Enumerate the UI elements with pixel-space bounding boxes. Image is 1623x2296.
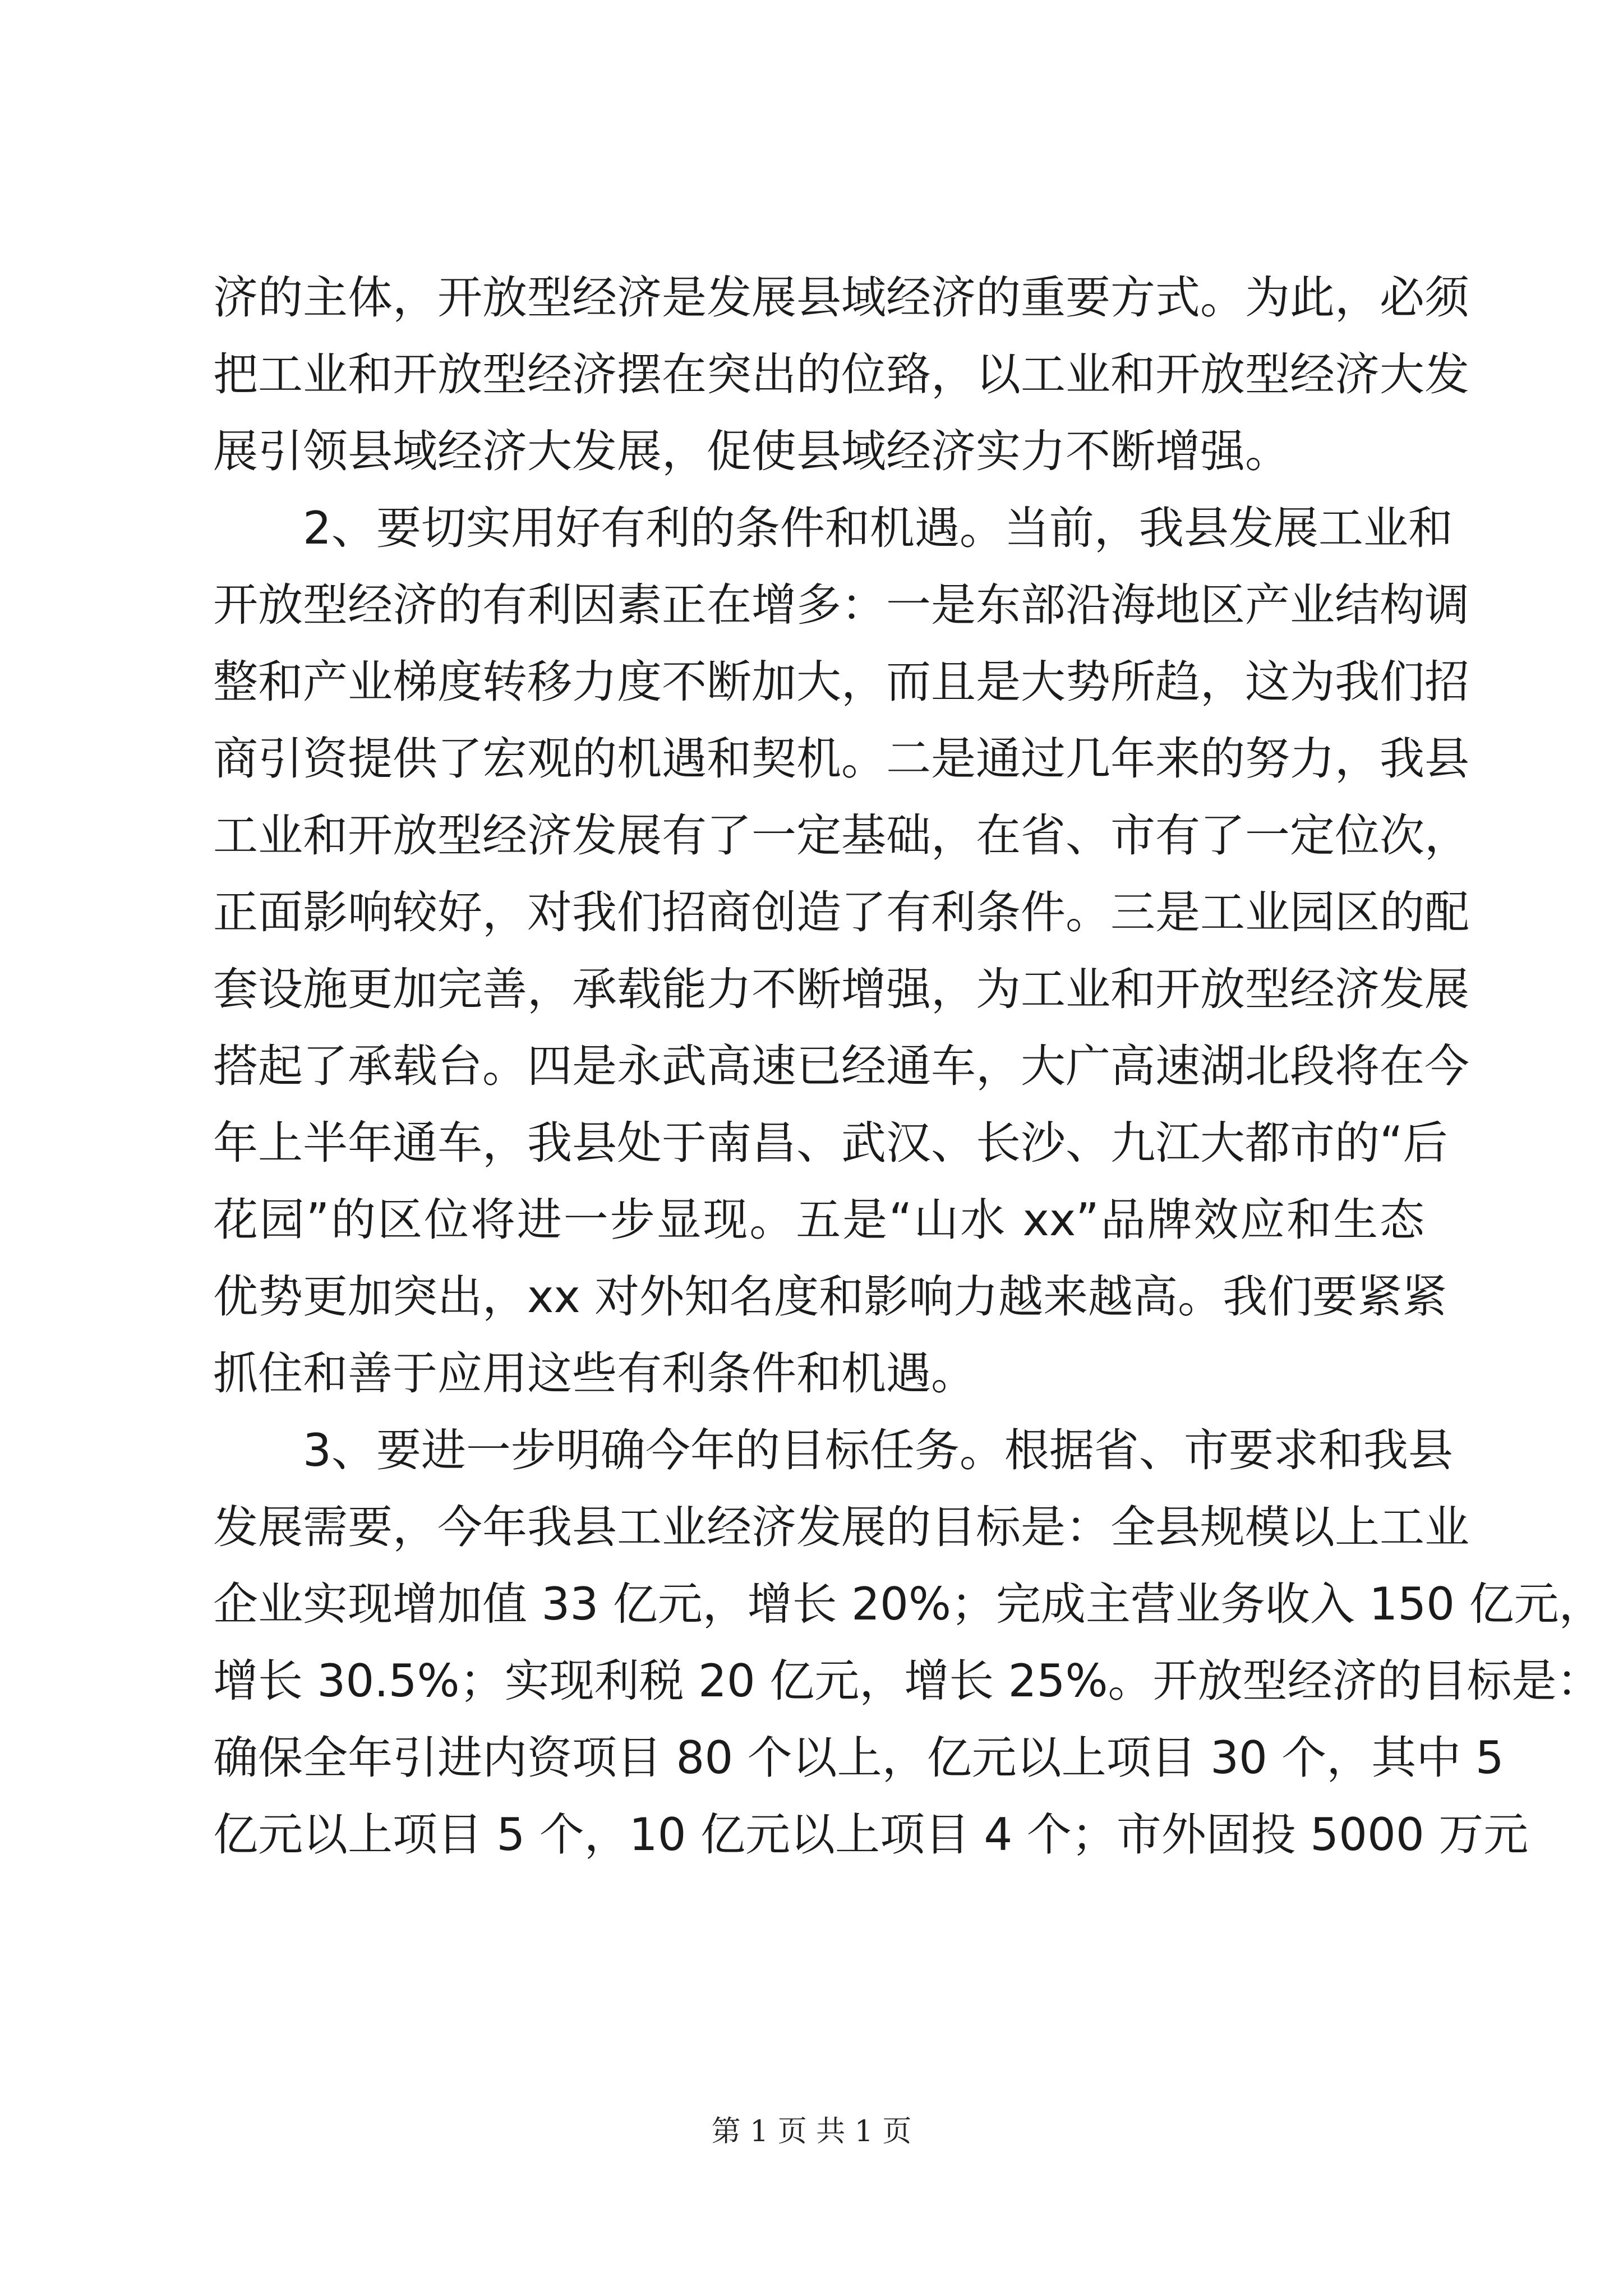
- page-footer: [0, 2112, 1623, 2151]
- text-line: 套设施更加完善，承载能力不断增强，为工业和开放型经济发展: [213, 963, 1469, 1015]
- text-line: 把工业和开放型经济摆在突出的位臵，以工业和开放型经济大发: [213, 348, 1469, 401]
- text-line: 年上半年通车，我县处于南昌、武汉、长沙、九江大都市的“后: [213, 1117, 1448, 1169]
- text-line: 济的主体，开放型经济是发展县域经济的重要方式。为此，必须: [213, 272, 1469, 324]
- text-line: 确保全年引进内资项目 80 个以上，亿元以上项目 30 个，其中 5: [213, 1732, 1504, 1784]
- text-line: 2、要切实用好有利的条件和机遇。当前，我县发展工业和: [303, 502, 1453, 554]
- text-line: 增长 30.5%；实现利税 20 亿元，增长 25%。开放型经济的目标是：: [213, 1655, 1602, 1707]
- text-line: 花园”的区位将进一步显现。五是“山水 xx”品牌效应和生态: [213, 1194, 1424, 1246]
- text-line: 工业和开放型经济发展有了一定基础，在省、市有了一定位次，: [213, 809, 1469, 862]
- body-text: [213, 259, 1604, 1873]
- text-line: 3、要进一步明确今年的目标任务。根据省、市要求和我县: [303, 1424, 1453, 1476]
- text-line: 正面影响较好，对我们招商创造了有利条件。三是工业园区的配: [213, 886, 1469, 938]
- text-line: 抓住和善于应用这些有利条件和机遇。: [213, 1347, 976, 1400]
- text-line: 商引资提供了宏观的机遇和契机。二是通过几年来的努力，我县: [213, 733, 1469, 785]
- text-line: 展引领县域经济大发展，促使县域经济实力不断增强。: [213, 425, 1290, 477]
- text-line: 开放型经济的有利因素正在增多：一是东部沿海地区产业结构调: [213, 579, 1469, 631]
- text-line: 亿元以上项目 5 个，10 亿元以上项目 4 个；市外固投 5000 万元: [213, 1809, 1529, 1861]
- text-line: 整和产业梯度转移力度不断加大，而且是大势所趋，这为我们招: [213, 656, 1469, 708]
- page-number-label: 第 1 页 共 1 页: [711, 2115, 912, 2148]
- text-line: 企业实现增加值 33 亿元，增长 20%；完成主营业务收入 150 亿元，: [213, 1578, 1604, 1630]
- text-line: 搭起了承载台。四是永武高速已经通车，大广高速湖北段将在今: [213, 1040, 1469, 1092]
- text-line: 优势更加突出，xx 对外知名度和影响力越来越高。我们要紧紧: [213, 1271, 1447, 1323]
- text-line: 发展需要，今年我县工业经济发展的目标是：全县规模以上工业: [213, 1501, 1469, 1553]
